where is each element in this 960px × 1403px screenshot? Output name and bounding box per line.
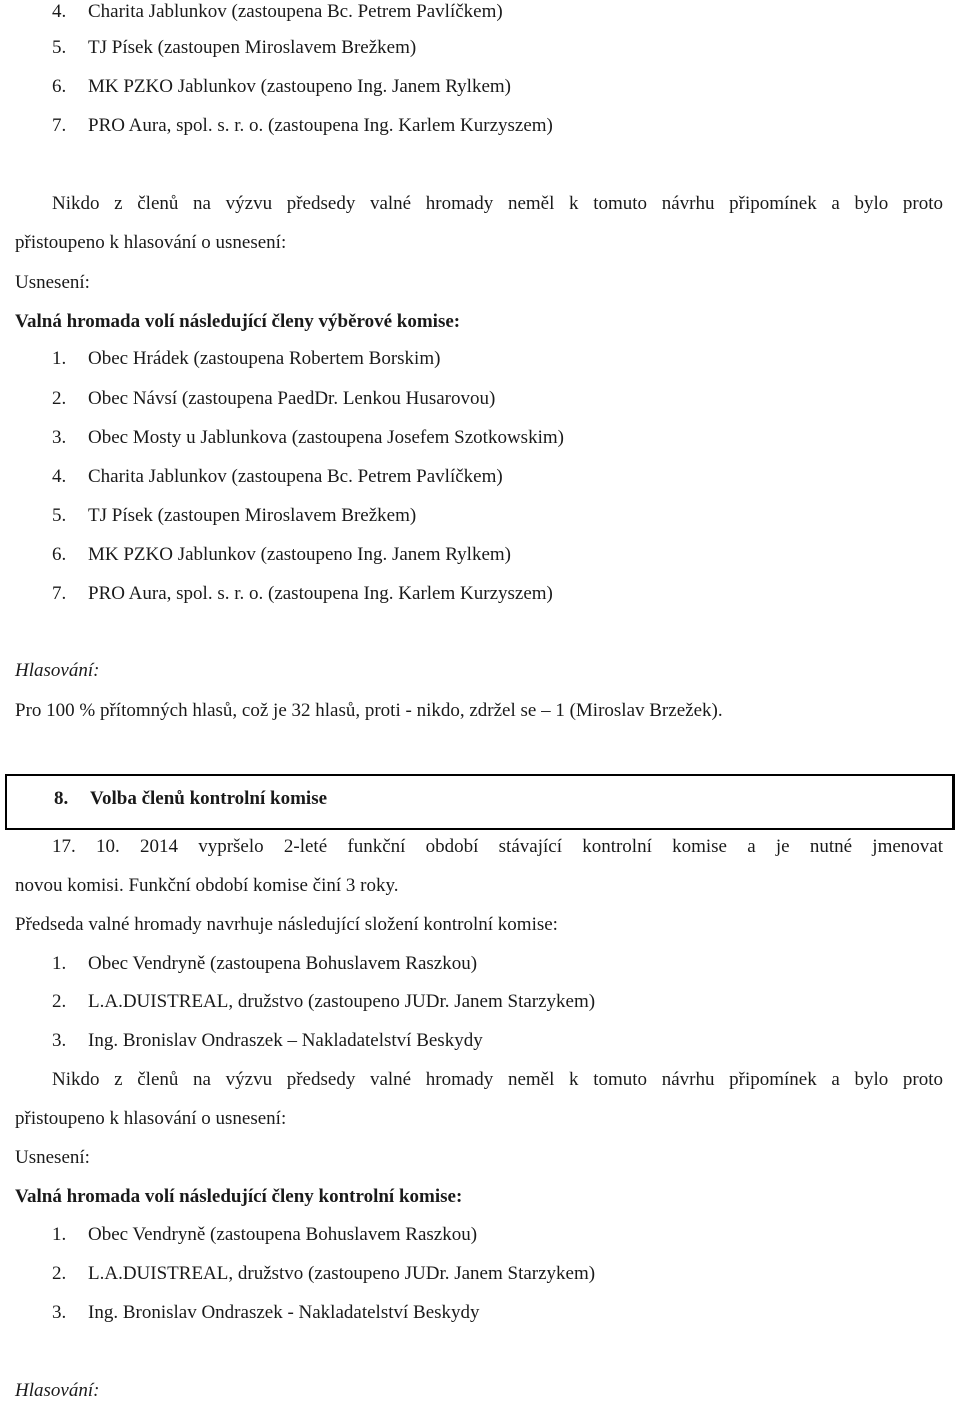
list-item: 2. L.A.DUISTREAL, družstvo (zastoupeno JUDr. Janem Starzykem) [52,1263,596,1284]
paragraph-line: 17. 10. 2014 vypršelo 2-leté funkční období stávající kontrolní komise a je nutné jmenovat [52,836,943,857]
usneseni-label: Usnesení: [15,1147,90,1168]
list-item: 7. PRO Aura, spol. s. r. o. (zastoupena Ing. Karlem Kurzyszem) [52,583,553,604]
list-item: 6. MK PZKO Jablunkov (zastoupeno Ing. Janem Rylkem) [52,544,511,565]
list-item: 2. Obec Návsí (zastoupena PaedDr. Lenkou Husarovou) [52,388,496,409]
list-item: 4. Charita Jablunkov (zastoupena Bc. Petrem Pavlíčkem) [52,1,503,22]
list-item: 3. Ing. Bronislav Ondraszek - Nakladatelství Beskydy [52,1302,480,1323]
list-item: 3. Obec Mosty u Jablunkova (zastoupena Josefem Szotkowskim) [52,427,564,448]
list-item: 1. Obec Vendryně (zastoupena Bohuslavem Raszkou) [52,953,478,974]
paragraph-line: Předseda valné hromady navrhuje následující složení kontrolní komise: [15,914,558,935]
list-item: 5. TJ Písek (zastoupen Miroslavem Brežkem) [52,37,417,58]
resolution-heading: Valná hromada volí následující členy kontrolní komise: [15,1186,463,1207]
paragraph-line: přistoupeno k hlasování o usnesení: [15,1108,287,1129]
list-item: 2. L.A.DUISTREAL, družstvo (zastoupeno JUDr. Janem Starzykem) [52,991,596,1012]
list-item: 5. TJ Písek (zastoupen Miroslavem Brežkem) [52,505,417,526]
list-item: 1. Obec Vendryně (zastoupena Bohuslavem Raszkou) [52,1224,478,1245]
usneseni-label: Usnesení: [15,272,90,293]
list-item: 7. PRO Aura, spol. s. r. o. (zastoupena Ing. Karlem Kurzyszem) [52,115,553,136]
paragraph-line: novou komisi. Funkční období komise činí 3 roky. [15,875,399,896]
hlasovani-label: Hlasování: [15,660,100,681]
paragraph-line: Nikdo z členů na výzvu předsedy valné hromady neměl k tomuto návrhu připomínek a bylo proto [52,1069,943,1090]
hlasovani-label: Hlasování: [15,1380,100,1401]
section-heading-box [5,774,955,830]
paragraph-line: přistoupeno k hlasování o usnesení: [15,232,287,253]
section-title: 8. Volba členů kontrolní komise [54,788,328,809]
vote-result: Pro 100 % přítomných hlasů, což je 32 hlasů, proti - nikdo, zdržel se – 1 (Miroslav Brzežek). [15,700,723,721]
list-item: 6. MK PZKO Jablunkov (zastoupeno Ing. Janem Rylkem) [52,76,511,97]
list-item: 3. Ing. Bronislav Ondraszek – Nakladatelství Beskydy [52,1030,483,1051]
list-item: 4. Charita Jablunkov (zastoupena Bc. Petrem Pavlíčkem) [52,466,503,487]
resolution-heading: Valná hromada volí následující členy výběrové komise: [15,311,461,332]
paragraph-line: Nikdo z členů na výzvu předsedy valné hromady neměl k tomuto návrhu připomínek a bylo proto [52,193,943,214]
list-item: 1. Obec Hrádek (zastoupena Robertem Borskim) [52,348,441,369]
